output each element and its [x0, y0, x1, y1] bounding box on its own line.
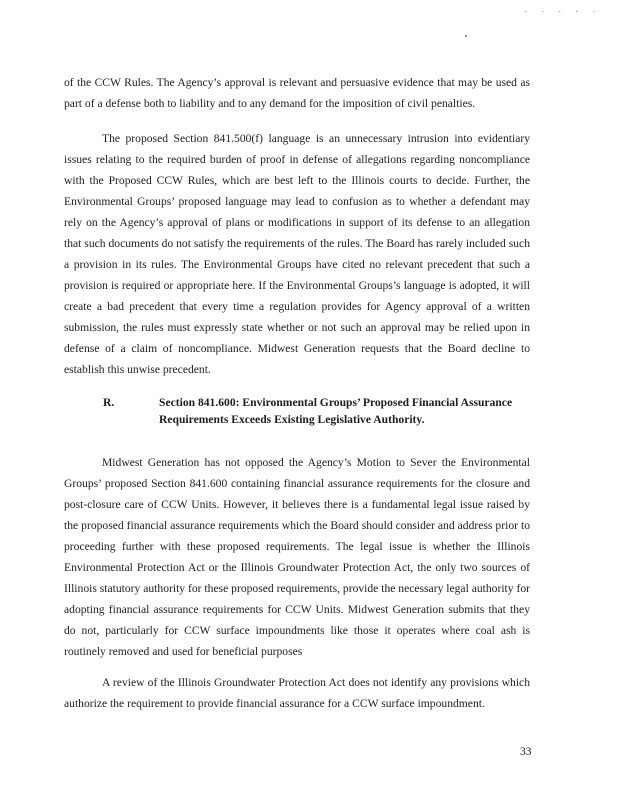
paragraph-841-500f — [64, 128, 530, 380]
paragraph-financial-assurance — [64, 452, 530, 662]
paragraph-continuation — [64, 72, 530, 114]
scan-speck — [465, 35, 467, 37]
paragraph-text: Midwest Generation has not opposed the Agency’s Motion to Sever the Environmental Groups’ proposed Section 841.600 containing financial assurance requirements for the closure and post-closure care of CCW Units. However, it believes there is a fundamental legal issue raised by the proposed financial assurance requirements which the Board should consider and address prior to proceeding further with these proposed requirements. The legal issue is whether the Illinois Environmental Protection Act or the Illinois Groundwater Protection Act, the only two sources of Illinois statutory authority for these proposed requirements, provide the necessary legal authority for adopting financial assurance requirements for CCW Units. Midwest Generation submits that they do not, particularly for CCW surface impoundments like those it operates where coal ash is routinely removed and used for beneficial purposes — [64, 456, 530, 658]
section-letter: R. — [103, 396, 115, 409]
paragraph-text: of the CCW Rules. The Agency’s approval is relevant and persuasive evidence that may be used as part of a defense both to liability and to any demand for the imposition of civil penalties. — [64, 76, 530, 110]
page-number: 33 — [520, 745, 532, 758]
scan-marks: . . . . . — [524, 4, 601, 14]
paragraph-text: The proposed Section 841.500(f) language is an unnecessary intrusion into evidentiary issues relating to the required burden of proof in defense of allegations regarding noncompliance with the Proposed CCW Rules, which are best left to the Illinois courts to decide. Further, the Environmental Groups’ proposed language may lead to confusion as to whether a defendant may rely on the Agency’s approval of plans or modifications in support of its defense to an allegation that such documents do not satisfy the requirements of the rules. The Board has rarely included such a provision in its rules. The Environmental Groups have cited no relevant precedent that such a provision is required or appropriate here. If the Environmental Groups’s language is adopted, it will create a bad precedent that every time a regulation provides for Agency approval of a written submission, the rules must expressly state whether or not such an approval may be relied upon in defense of a claim of noncompliance. Midwest Generation requests that the Board decline to establish this unwise precedent. — [64, 132, 530, 376]
section-title: Section 841.600: Environmental Groups’ Proposed Financial Assurance Requirements Exceeds Existing Legislative Authority. — [159, 396, 513, 426]
paragraph-text: A review of the Illinois Groundwater Protection Act does not identify any provisions which authorize the requirement to provide financial assurance for a CCW surface impoundment. — [64, 676, 530, 710]
paragraph-groundwater-act — [64, 672, 530, 714]
